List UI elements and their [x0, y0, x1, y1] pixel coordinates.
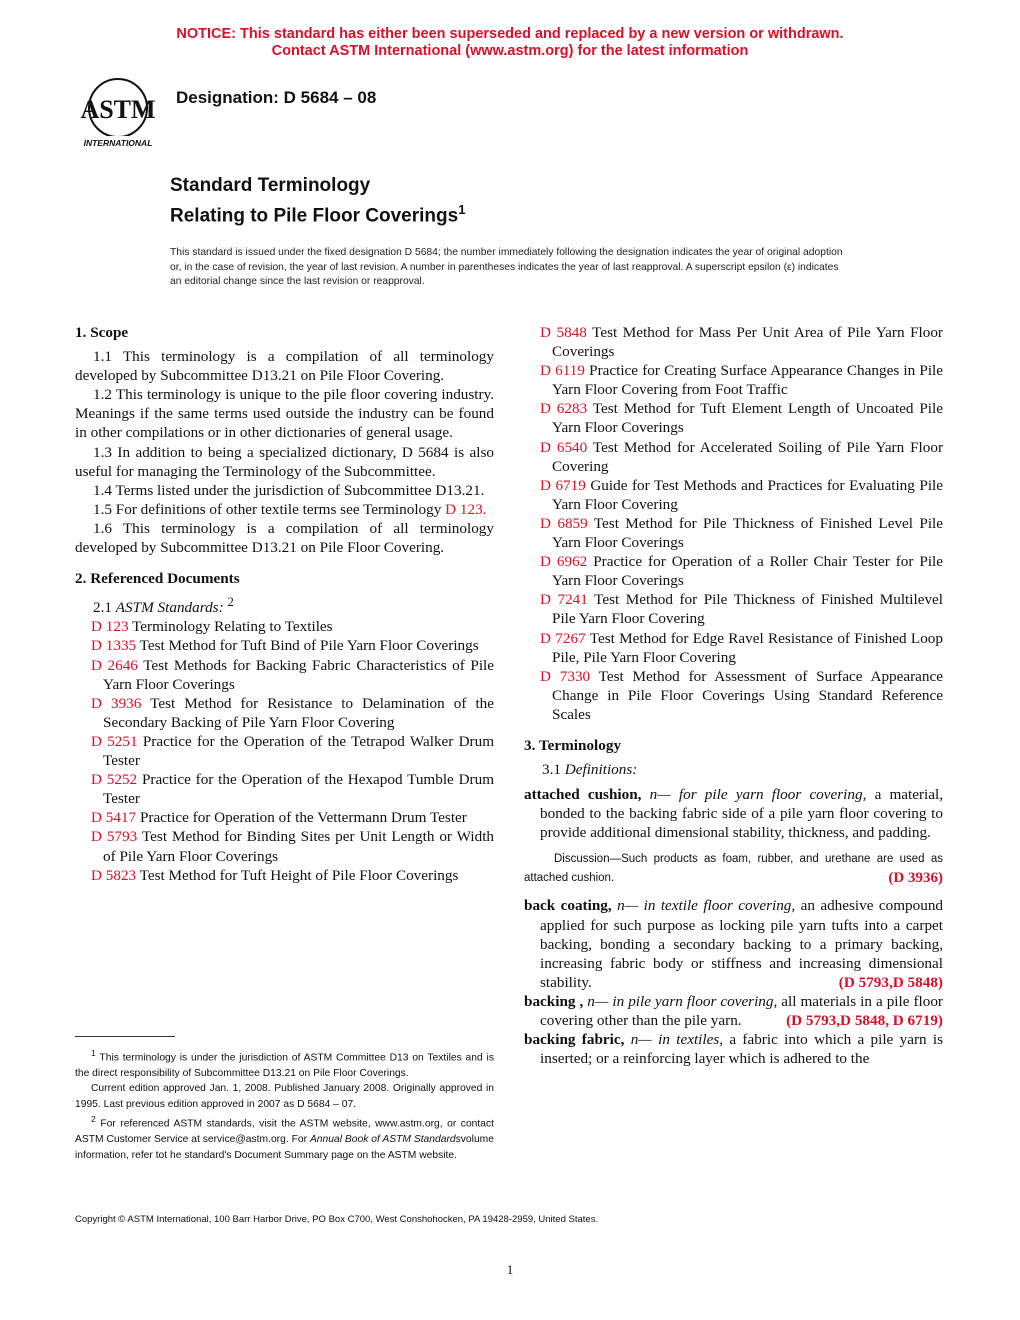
reference-title: Test Method for Tuft Height of Pile Floor Coverings	[139, 866, 459, 884]
reference-code-link[interactable]: D 7267	[540, 629, 586, 647]
reference-title: Practice for Operation of the Vettermann Drum Tester	[139, 809, 467, 827]
reference-code-link[interactable]: D 6119	[540, 362, 585, 380]
definition-field: in textiles,	[658, 1031, 724, 1049]
logo-subtext: INTERNATIONAL	[83, 138, 153, 148]
referenced-list-continued	[524, 323, 943, 724]
footnote-1b: Current edition approved Jan. 1, 2008. Published January 2008. Originally approved in 1995. Last previous edition approved in 2007 as D 5684 – 07.	[75, 1083, 494, 1110]
reference-title: Test Methods for Backing Fabric Characteristics of Pile Yarn Floor Coverings	[103, 656, 495, 693]
astm-logo	[74, 76, 162, 150]
definition-pos: n—	[587, 992, 609, 1010]
definition-field: for pile yarn floor covering,	[678, 786, 867, 804]
reference-item	[91, 827, 494, 865]
reference-item	[91, 694, 494, 732]
reference-item	[91, 808, 494, 827]
title-line-1: Standard Terminology	[170, 175, 371, 196]
reference-code-link[interactable]: D 6859	[540, 514, 588, 532]
reference-title: Test Method for Pile Thickness of Finished Multilevel Pile Yarn Floor Covering	[552, 591, 943, 628]
referenced-heading: 2. Referenced Documents	[75, 570, 240, 588]
reference-code-link[interactable]: D 5793	[91, 828, 138, 846]
reference-code-link[interactable]: D 6962	[540, 553, 588, 571]
reference-code-link[interactable]: D 2646	[91, 656, 138, 674]
definitions-list	[524, 785, 943, 1068]
definition-entry	[524, 896, 943, 991]
reference-title: Test Method for Tuft Bind of Pile Yarn Floor Coverings	[139, 637, 479, 655]
reference-item	[540, 476, 943, 514]
reference-code-link[interactable]: D 6283	[540, 400, 588, 418]
reference-title: Practice for the Operation of the Tetrapod Walker Drum Tester	[103, 732, 495, 770]
definition-refs[interactable]: (D 5793,D 5848)	[838, 973, 943, 991]
reference-title: Guide for Test Methods and Practices for Evaluating Pile Yarn Floor Covering	[552, 476, 943, 513]
definition-pos: n—	[630, 1031, 652, 1049]
definition-entry	[524, 992, 943, 1030]
scope-1-5: 1.5 For definitions of other textile terms see Terminology D 123.	[93, 500, 487, 518]
reference-item	[540, 590, 943, 628]
reference-title: Practice for Operation of a Roller Chair Tester for Pile Yarn Floor Coverings	[552, 553, 944, 590]
definitions-label: 3.1 Definitions:	[542, 761, 638, 779]
definition-field: in textile floor covering,	[643, 897, 796, 915]
reference-code-link[interactable]: D 5252	[91, 771, 138, 789]
reference-code-link[interactable]: D 123	[91, 618, 129, 636]
reference-title: Test Method for Assessment of Surface Appearance Change in Pile Floor Coverings Using Standard Reference Scales	[552, 667, 944, 723]
reference-item	[540, 514, 943, 552]
definition-pos: n—	[649, 786, 671, 804]
reference-title: Test Method for Binding Sites per Unit Length or Width of Pile Yarn Floor Coverings	[103, 828, 495, 865]
reference-title: Practice for Creating Surface Appearance Changes in Pile Yarn Floor Covering from Foot Traffic	[552, 362, 943, 399]
reference-title: Terminology Relating to Textiles	[132, 618, 333, 636]
reference-code-link[interactable]: D 6719	[540, 476, 586, 494]
reference-item	[91, 770, 494, 808]
right-column	[524, 323, 943, 1068]
definition-term: backing fabric,	[524, 1031, 625, 1049]
reference-item	[91, 732, 494, 770]
reference-item	[91, 617, 494, 636]
reference-title: Practice for the Operation of the Hexapod Tumble Drum Tester	[103, 771, 495, 808]
withdrawal-notice	[0, 26, 1020, 60]
logo-text: ASTM	[80, 95, 156, 124]
reference-code-link[interactable]: D 6540	[540, 438, 588, 456]
discussion-note: Discussion—Such products as foam, rubber, and urethane are used as attached cushion. (D 3936)	[524, 853, 943, 887]
definition-pos: n—	[617, 897, 639, 915]
scope-heading: 1. Scope	[75, 324, 129, 341]
footnote-1: $^1$ This terminology is under the jurisdiction of ASTM Committee D13 on Textiles and is the direct responsibility of Subcommittee D13.21 on Pile Floor Coverings.	[75, 1048, 494, 1079]
scope-1-6: 1.6 This terminology is a compilation of all terminology developed by Subcommittee D13.21 on Pile Floor Covering.	[75, 519, 494, 557]
reference-item	[540, 399, 943, 437]
footnote-rule	[75, 1036, 175, 1037]
terminology-heading: 3. Terminology	[524, 736, 622, 754]
definition-term: attached cushion,	[524, 786, 642, 804]
reference-code-link[interactable]: D 5417	[91, 809, 137, 827]
notice-line-2: Contact ASTM International (www.astm.org) for the latest information	[271, 43, 749, 59]
reference-title: Test Method for Mass Per Unit Area of Pile Yarn Floor Coverings	[552, 324, 943, 361]
discussion-ref-link[interactable]: (D 3936)	[888, 870, 943, 887]
reference-item	[540, 552, 943, 590]
reference-code-link[interactable]: D 7330	[540, 667, 591, 685]
definition-text: an adhesive compound applied for such purpose as locking pile yarn tufts into a carpet backing, bonding a secondary backing to a primary backing, increasing fabric body or stiffness and increasing dimensional stability.	[540, 897, 944, 991]
scope-1-1: 1.1 This terminology is a compilation of all terminology developed by Subcommittee D13.21 on Pile Floor Covering.	[75, 348, 494, 385]
reference-code-link[interactable]: D 5823	[91, 866, 137, 884]
link-d123[interactable]: D 123.	[445, 500, 487, 518]
notice-line-1: NOTICE: This standard has either been superseded and replaced by a new version or withdrawn.	[176, 26, 844, 42]
reference-item	[91, 636, 494, 655]
scope-1-3: 1.3 In addition to being a specialized dictionary, D 5684 is also useful for managing the Terminology of the Subcommittee.	[75, 443, 494, 480]
footnote-2: $^2$ For referenced ASTM standards, visit the ASTM website, www.astm.org, or contact ASTM Customer Service at service@astm.org. For Annual Book of ASTM Standardsvolume information, refer tot he standard's Document Summary page on the ASTM website.	[75, 1114, 494, 1161]
reference-title: Test Method for Edge Ravel Resistance of Finished Loop Pile, Pile Yarn Floor Covering	[552, 629, 943, 666]
scope-1-4: 1.4 Terms listed under the jurisdiction of Subcommittee D13.21.	[93, 481, 485, 499]
title-line-2: Relating to Pile Floor Coverings$^1$	[170, 202, 466, 227]
reference-item	[91, 866, 494, 885]
definition-refs[interactable]: (D 5793,D 5848, D 6719)	[786, 1012, 943, 1029]
footnotes	[75, 1046, 494, 1163]
definition-field: in pile yarn floor covering,	[612, 992, 778, 1010]
title-footnote-mark: 1	[458, 202, 466, 217]
reference-title: Test Method for Tuft Element Length of Uncoated Pile Yarn Floor Coverings	[552, 400, 943, 437]
reference-item	[540, 361, 943, 399]
definition-text: a fabric into which a pile yarn is inserted; or a reinforcing layer which is adhered to the	[540, 1031, 944, 1068]
reference-code-link[interactable]: D 7241	[540, 591, 588, 609]
reference-title: Test Method for Accelerated Soiling of Pile Yarn Floor Covering	[552, 438, 944, 475]
reference-item	[540, 629, 943, 667]
reference-item	[91, 656, 494, 694]
left-column	[75, 323, 494, 885]
definition-text: all materials in a pile floor covering other than the pile yarn.	[540, 992, 943, 1029]
copyright: Copyright © ASTM International, 100 Barr Harbor Drive, PO Box C700, West Conshohocken, PA 19428-2959, United States.	[75, 1214, 599, 1225]
reference-code-link[interactable]: D 5251	[91, 732, 138, 750]
reference-item	[540, 323, 943, 361]
definition-entry	[524, 1030, 943, 1068]
document-title	[170, 174, 465, 228]
reference-title: Test Method for Pile Thickness of Finished Level Pile Yarn Floor Coverings	[552, 514, 943, 552]
issued-note: This standard is issued under the fixed designation D 5684; the number immediately following the designation indicates the year of original adoption or, in the case of revision, the year of last revision. A number in parentheses indicates the year of last reapproval. A superscript epsilon (ε) indicates an editorial change since the last revision or reapproval.	[170, 247, 843, 287]
scope-1-2: 1.2 This terminology is unique to the pile floor covering industry. Meanings if the same terms used outside the industry can be found in other compilations or in other dictionaries of general usage.	[75, 386, 494, 442]
reference-item	[540, 667, 943, 724]
designation: Designation: D 5684 – 08	[176, 88, 377, 107]
definition-term: back coating,	[524, 897, 612, 915]
definition-entry	[524, 785, 943, 842]
reference-code-link[interactable]: D 1335	[91, 637, 137, 655]
reference-code-link[interactable]: D 3936	[91, 694, 142, 712]
page-number: 1	[506, 1262, 514, 1277]
astm-standards-label: 2.1 ASTM Standards: $^2$	[93, 595, 234, 617]
reference-title: Test Method for Resistance to Delamination of the Secondary Backing of Pile Yarn Floor Covering	[103, 694, 495, 731]
definition-text: a material, bonded to the backing fabric side of a pile yarn floor covering to provide additional dimensional stability, thickness, and padding.	[540, 786, 944, 842]
definition-term: backing ,	[524, 992, 584, 1010]
referenced-list	[75, 617, 494, 884]
reference-code-link[interactable]: D 5848	[540, 324, 587, 341]
reference-item	[540, 438, 943, 476]
